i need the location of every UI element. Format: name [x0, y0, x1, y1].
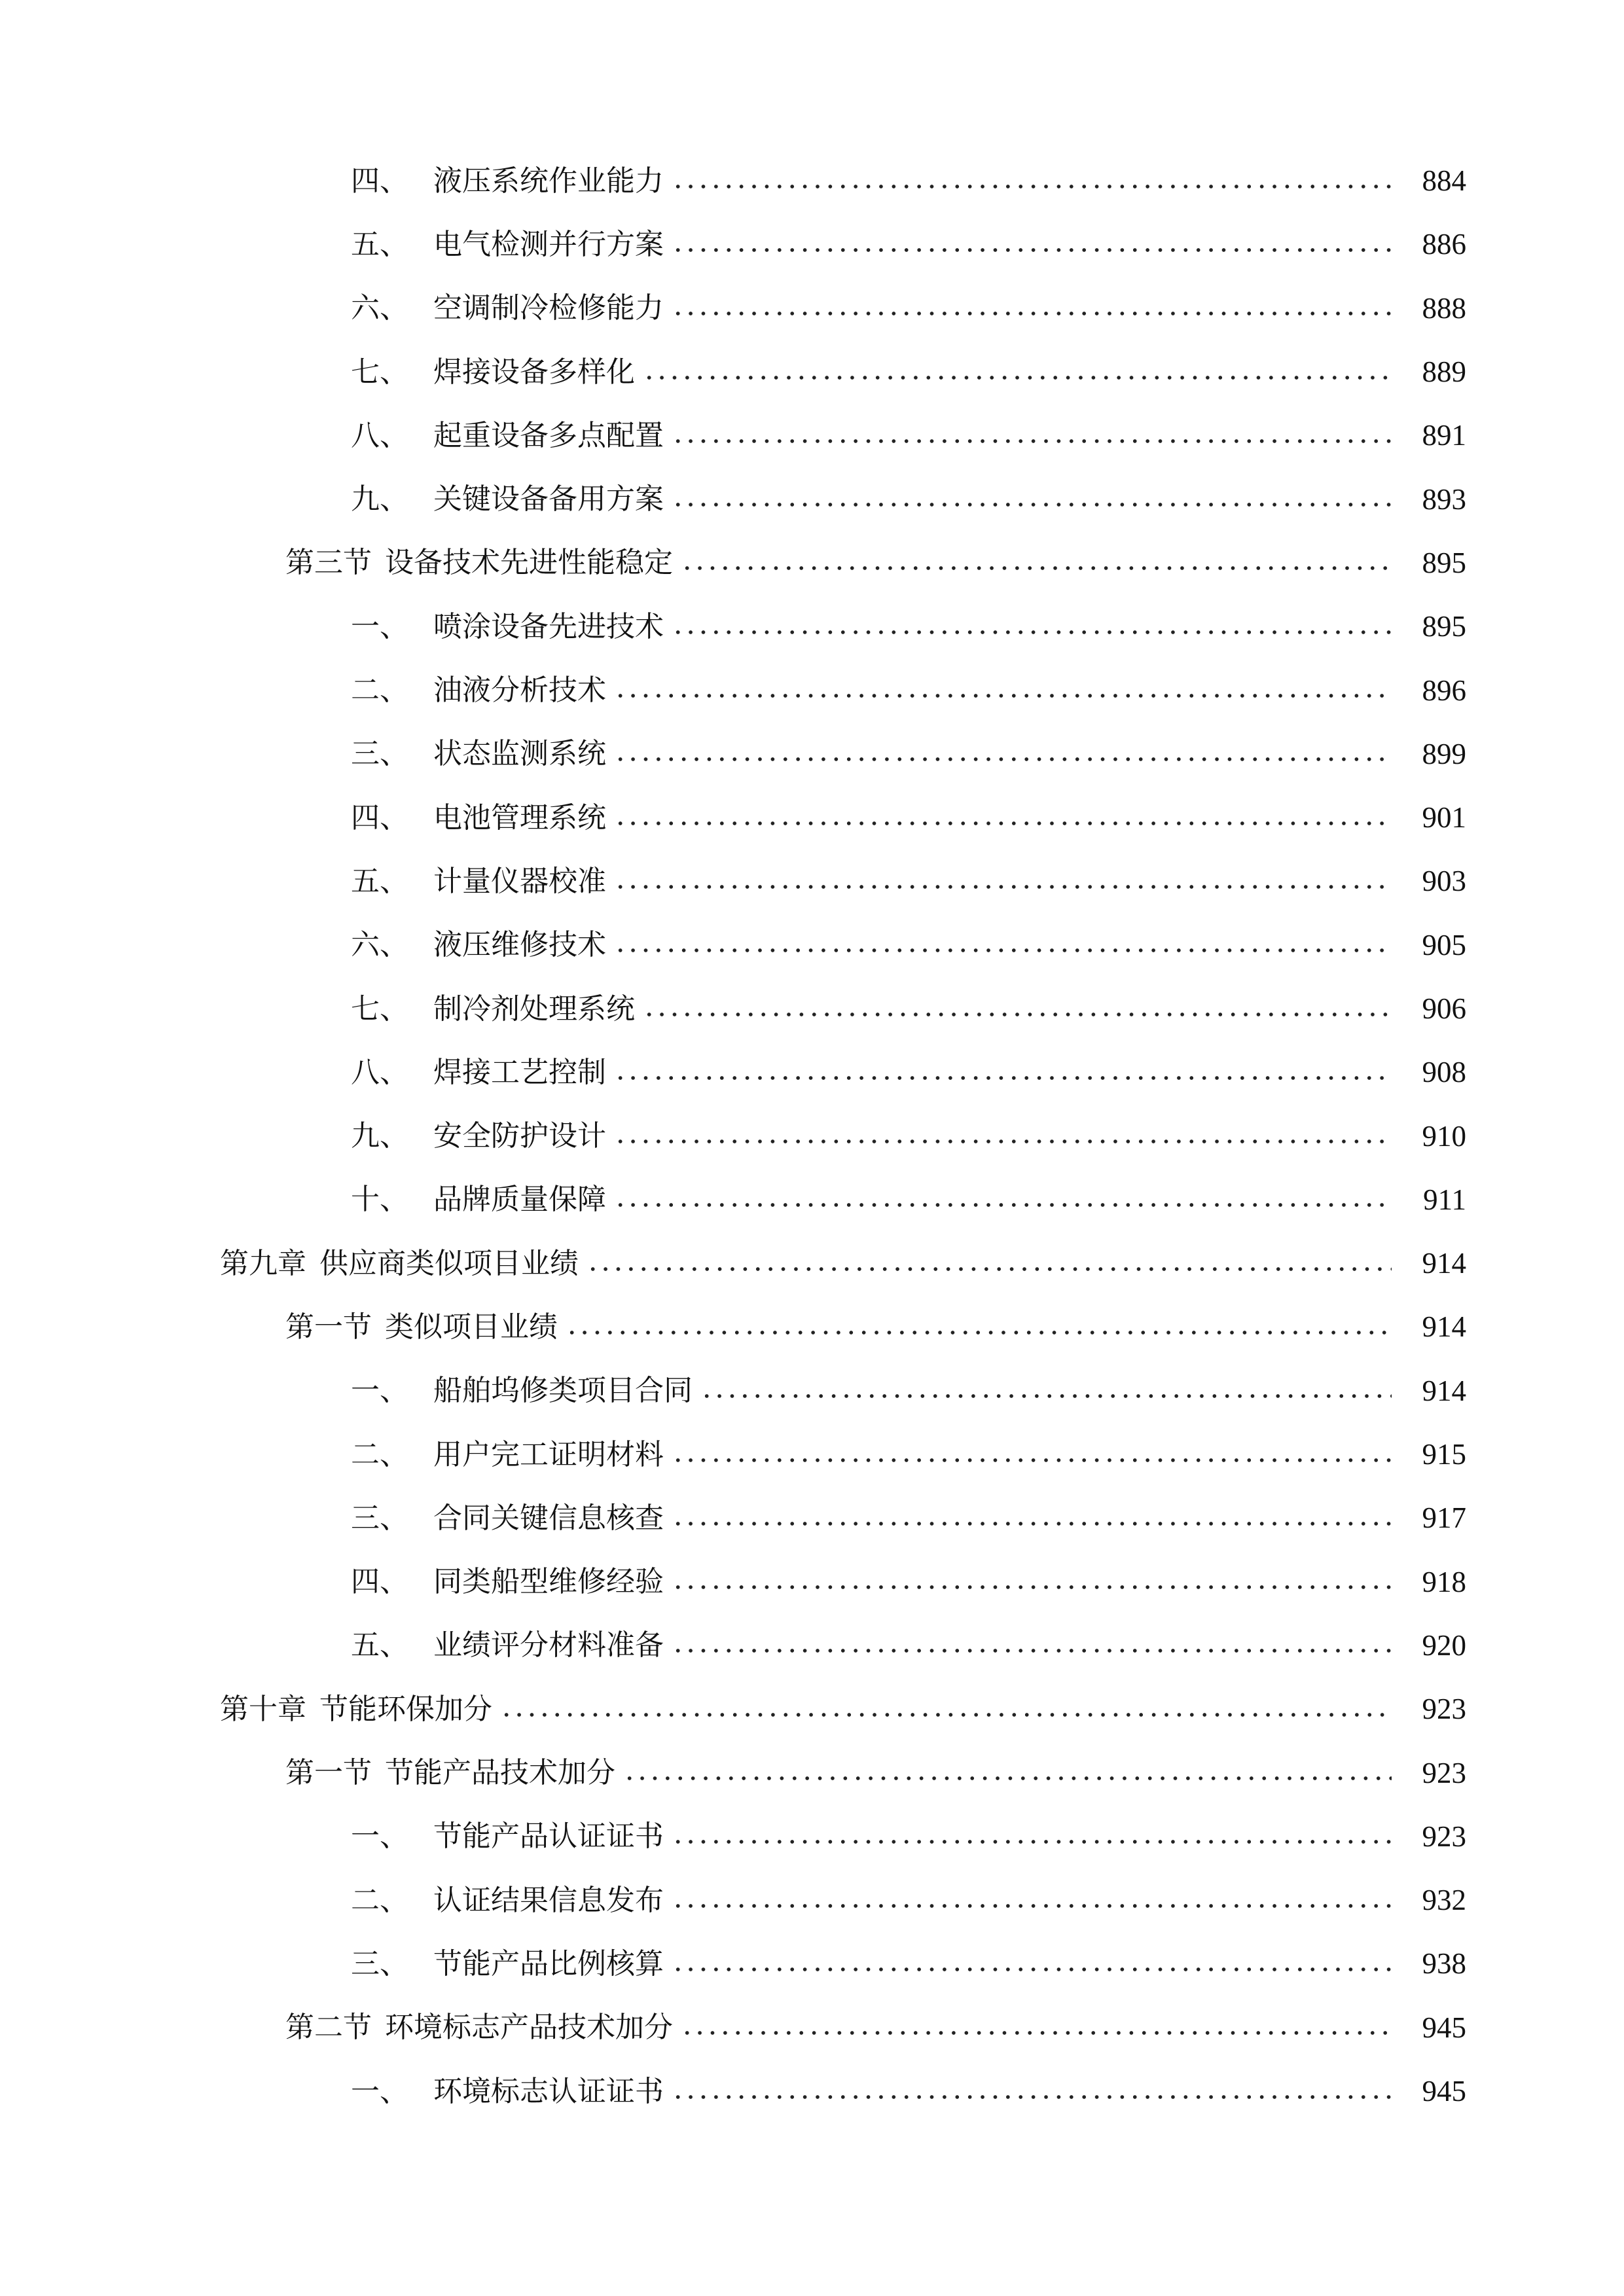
toc-subsection-entry[interactable]	[0, 1486, 1624, 1550]
toc-subsection-entry[interactable]	[0, 1423, 1624, 1486]
toc-entry-number: 一、	[351, 1820, 408, 1854]
toc-page-number: 903	[1422, 865, 1466, 898]
toc-page-number: 914	[1422, 1310, 1466, 1344]
toc-entry-number: 第九章	[220, 1246, 306, 1280]
toc-entry-number: 四、	[351, 164, 408, 198]
toc-page-number: 938	[1422, 1947, 1466, 1981]
toc-entry-number: 三、	[351, 1501, 408, 1535]
toc-entry-number: 第一节	[285, 1310, 372, 1344]
toc-dot-leader	[681, 2031, 1392, 2035]
toc-page-number: 886	[1422, 228, 1466, 261]
toc-subsection-entry[interactable]	[0, 467, 1624, 531]
toc-entry-number: 二、	[351, 673, 408, 708]
toc-entry-title: 品牌质量保障	[433, 1183, 606, 1217]
toc-subsection-entry[interactable]	[0, 404, 1624, 467]
toc-subsection-entry[interactable]	[0, 2060, 1624, 2123]
toc-entry-title: 环境标志认证证书	[433, 2074, 664, 2108]
toc-page-number: 893	[1422, 482, 1466, 516]
toc-page-number: 914	[1422, 1374, 1466, 1407]
toc-chapter-entry[interactable]	[0, 1232, 1624, 1295]
toc-dot-leader	[614, 885, 1392, 889]
toc-entry-title: 焊接设备多样化	[433, 355, 635, 389]
toc-dot-leader	[672, 1649, 1392, 1653]
toc-entry-title: 液压维修技术	[433, 928, 606, 962]
toc-entry-number: 四、	[351, 800, 408, 834]
toc-page-number: 906	[1422, 992, 1466, 1025]
toc-entry-number: 一、	[351, 1374, 408, 1408]
toc-entry-number: 八、	[351, 1055, 408, 1089]
toc-dot-leader	[672, 1585, 1392, 1589]
toc-page-number: 920	[1422, 1628, 1466, 1662]
toc-page-number: 884	[1422, 164, 1466, 198]
toc-entry-title: 环境标志产品技术加分	[385, 2011, 673, 2045]
toc-page-number: 923	[1422, 1820, 1466, 1853]
toc-dot-leader	[672, 1458, 1392, 1462]
toc-entry-title: 同类船型维修经验	[433, 1565, 664, 1599]
toc-subsection-entry[interactable]	[0, 1168, 1624, 1232]
toc-subsection-entry[interactable]	[0, 658, 1624, 722]
toc-dot-leader	[672, 312, 1392, 315]
toc-dot-leader	[566, 1331, 1392, 1335]
toc-page-number: 891	[1422, 419, 1466, 452]
toc-entry-number: 一、	[351, 2074, 408, 2108]
toc-entry-number: 三、	[351, 1946, 408, 1981]
toc-entry-title: 类似项目业绩	[385, 1310, 558, 1344]
toc-page-number: 914	[1422, 1247, 1466, 1280]
toc-entry-title: 合同关键信息核查	[433, 1501, 664, 1535]
toc-entry-title: 关键设备备用方案	[433, 482, 664, 516]
toc-subsection-entry[interactable]	[0, 277, 1624, 340]
toc-entry-title: 安全防护设计	[433, 1119, 606, 1153]
toc-page-number: 910	[1422, 1119, 1466, 1153]
toc-subsection-entry[interactable]	[0, 340, 1624, 404]
toc-entry-number: 第十章	[220, 1692, 306, 1726]
toc-entry-number: 五、	[351, 864, 408, 898]
toc-subsection-entry[interactable]	[0, 723, 1624, 786]
toc-dot-leader	[672, 503, 1392, 507]
toc-page-number: 901	[1422, 801, 1466, 834]
toc-section-entry[interactable]	[0, 531, 1624, 595]
toc-dot-leader	[672, 248, 1392, 252]
toc-page-number: 915	[1422, 1438, 1466, 1471]
toc-entry-title: 业绩评分材料准备	[433, 1628, 664, 1662]
toc-page-number: 918	[1422, 1565, 1466, 1598]
toc-entry-number: 六、	[351, 928, 408, 962]
toc-entry-title: 设备技术先进性能稳定	[385, 546, 673, 580]
toc-subsection-entry[interactable]	[0, 786, 1624, 850]
toc-entry-number: 三、	[351, 737, 408, 771]
toc-entry-number: 九、	[351, 1119, 408, 1153]
toc-page-number: 945	[1422, 2011, 1466, 2044]
toc-entry-number: 七、	[351, 992, 408, 1026]
toc-entry-number: 一、	[351, 609, 408, 643]
toc-subsection-entry[interactable]	[0, 1869, 1624, 1932]
toc-page-number: 917	[1422, 1501, 1466, 1535]
toc-entry-title: 制冷剂处理系统	[433, 992, 635, 1026]
toc-dot-leader	[614, 1139, 1392, 1143]
table-of-contents	[0, 149, 1624, 2123]
toc-entry-title: 电池管理系统	[433, 800, 606, 834]
toc-section-entry[interactable]	[0, 1996, 1624, 2060]
toc-dot-leader	[614, 1076, 1392, 1080]
toc-entry-title: 状态监测系统	[433, 737, 606, 771]
toc-page-number: 905	[1422, 928, 1466, 961]
toc-page-number: 945	[1422, 2075, 1466, 2108]
toc-entry-title: 节能产品比例核算	[433, 1946, 664, 1981]
toc-dot-leader	[623, 1776, 1392, 1780]
toc-page-number: 895	[1422, 546, 1466, 579]
toc-subsection-entry[interactable]	[0, 1359, 1624, 1423]
toc-subsection-entry[interactable]	[0, 1551, 1624, 1614]
toc-page-number: 923	[1422, 1756, 1466, 1789]
toc-entry-title: 起重设备多点配置	[433, 418, 664, 452]
toc-subsection-entry[interactable]	[0, 1805, 1624, 1869]
toc-dot-leader	[614, 1203, 1392, 1207]
toc-page-number: 932	[1422, 1884, 1466, 1917]
toc-entry-title: 油液分析技术	[433, 673, 606, 708]
toc-entry-title: 计量仪器校准	[433, 864, 606, 898]
toc-entry-title: 认证结果信息发布	[433, 1883, 664, 1917]
toc-entry-title: 船舶坞修类项目合同	[433, 1374, 693, 1408]
toc-entry-title: 节能产品认证证书	[433, 1820, 664, 1854]
toc-page-number: 895	[1422, 610, 1466, 643]
toc-subsection-entry[interactable]	[0, 1041, 1624, 1104]
toc-entry-number: 四、	[351, 1565, 408, 1599]
toc-entry-number: 二、	[351, 1883, 408, 1917]
toc-dot-leader	[614, 948, 1392, 952]
toc-entry-title: 节能环保加分	[319, 1692, 492, 1726]
toc-chapter-entry[interactable]	[0, 1677, 1624, 1741]
toc-entry-title: 用户完工证明材料	[433, 1437, 664, 1471]
toc-entry-number: 七、	[351, 355, 408, 389]
toc-dot-leader	[672, 185, 1392, 188]
toc-entry-number: 十、	[351, 1183, 408, 1217]
toc-dot-leader	[681, 566, 1392, 570]
toc-dot-leader	[672, 1522, 1392, 1526]
toc-entry-title: 节能产品技术加分	[385, 1756, 615, 1790]
toc-section-entry[interactable]	[0, 1295, 1624, 1359]
toc-entry-number: 五、	[351, 1628, 408, 1662]
toc-dot-leader	[672, 439, 1392, 443]
toc-subsection-entry[interactable]	[0, 850, 1624, 913]
toc-entry-number: 八、	[351, 418, 408, 452]
toc-dot-leader	[643, 1013, 1392, 1016]
toc-entry-title: 供应商类似项目业绩	[319, 1246, 579, 1280]
toc-subsection-entry[interactable]	[0, 1614, 1624, 1677]
toc-entry-title: 液压系统作业能力	[433, 164, 664, 198]
toc-page-number: 923	[1422, 1693, 1466, 1726]
toc-subsection-entry[interactable]	[0, 977, 1624, 1041]
toc-subsection-entry[interactable]	[0, 213, 1624, 276]
toc-dot-leader	[672, 1967, 1392, 1971]
toc-dot-leader	[614, 757, 1392, 761]
toc-entry-title: 空调制冷检修能力	[433, 291, 664, 325]
toc-page-number: 889	[1422, 355, 1466, 389]
toc-entry-title: 喷涂设备先进技术	[433, 609, 664, 643]
toc-dot-leader	[672, 630, 1392, 634]
toc-page-number: 911	[1423, 1183, 1466, 1216]
toc-subsection-entry[interactable]	[0, 1104, 1624, 1168]
toc-dot-leader	[500, 1713, 1392, 1717]
toc-dot-leader	[672, 2095, 1392, 2099]
toc-dot-leader	[700, 1394, 1392, 1398]
toc-section-entry[interactable]	[0, 1741, 1624, 1804]
toc-entry-title: 焊接工艺控制	[433, 1055, 606, 1089]
toc-dot-leader	[586, 1267, 1392, 1271]
toc-subsection-entry[interactable]	[0, 914, 1624, 977]
toc-page-number: 899	[1422, 737, 1466, 770]
toc-entry-number: 九、	[351, 482, 408, 516]
toc-entry-number: 二、	[351, 1437, 408, 1471]
toc-page-number: 888	[1422, 291, 1466, 325]
toc-subsection-entry[interactable]	[0, 1932, 1624, 1996]
toc-entry-number: 第三节	[285, 546, 372, 580]
toc-subsection-entry[interactable]	[0, 595, 1624, 658]
toc-subsection-entry[interactable]	[0, 149, 1624, 213]
toc-page-number: 896	[1422, 673, 1466, 707]
toc-dot-leader	[614, 694, 1392, 698]
toc-dot-leader	[672, 1840, 1392, 1844]
toc-entry-number: 第二节	[285, 2011, 372, 2045]
toc-dot-leader	[643, 376, 1392, 380]
toc-page-number: 908	[1422, 1056, 1466, 1089]
toc-entry-number: 六、	[351, 291, 408, 325]
toc-dot-leader	[672, 1904, 1392, 1908]
toc-entry-title: 电气检测并行方案	[433, 227, 664, 261]
toc-dot-leader	[614, 821, 1392, 825]
toc-entry-number: 五、	[351, 227, 408, 261]
toc-entry-number: 第一节	[285, 1756, 372, 1790]
